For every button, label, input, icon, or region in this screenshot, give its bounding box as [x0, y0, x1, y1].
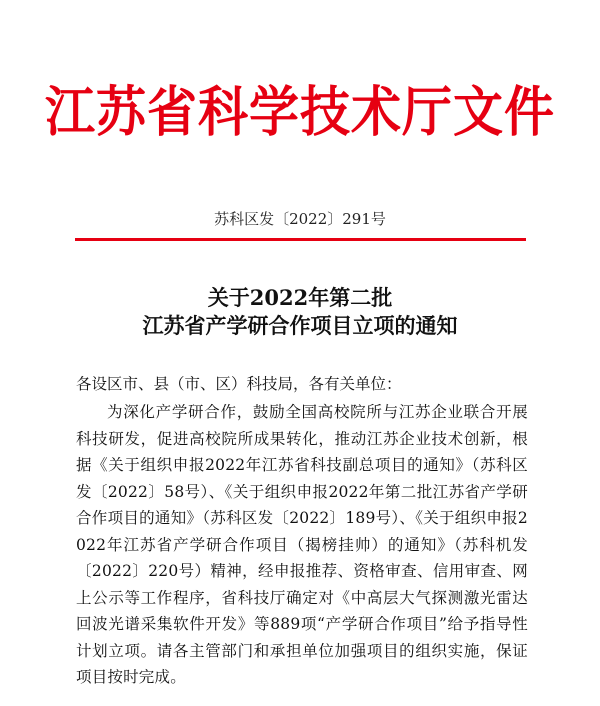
notice-title-line1: 关于2022年第二批	[207, 285, 393, 310]
agency-masthead: 江苏省科学技术厅文件	[45, 80, 555, 144]
red-divider	[75, 238, 526, 241]
salutation: 各设区市、县（市、区）科技局，各有关单位：	[76, 375, 402, 393]
document-number: 苏科区发〔2022〕291号	[214, 210, 386, 228]
notice-title-line2: 江苏省产学研合作项目立项的通知	[142, 313, 458, 338]
notice-body: 为深化产学研合作，鼓励全国高校院所与江苏企业联合开展科技研发，促进高校院所成果转化，推动江苏企业技术创新，根据《关于组织申报2022年江苏省科技副总项目的通知》（苏科区发〔2022〕58号）、《关于组织申报2022年第二批江苏省产学研合作项目的通知》（苏科区发〔2022〕189号）、《关于组织申报2022年江苏省产学研合作项目（揭榜挂帅）的通知》（苏科机发〔2022〕220号）精神，经申报推荐、资格审查、信用审查、网上公示等工作程序，省科技厅确定对《中高层大气探测激光雷达回波光谱采集软件开发》等889项“产学研合作项目”给予指导性计划立项。请各主管部门和承担单位加强项目的组织实施，保证项目按时完成。	[76, 403, 528, 686]
